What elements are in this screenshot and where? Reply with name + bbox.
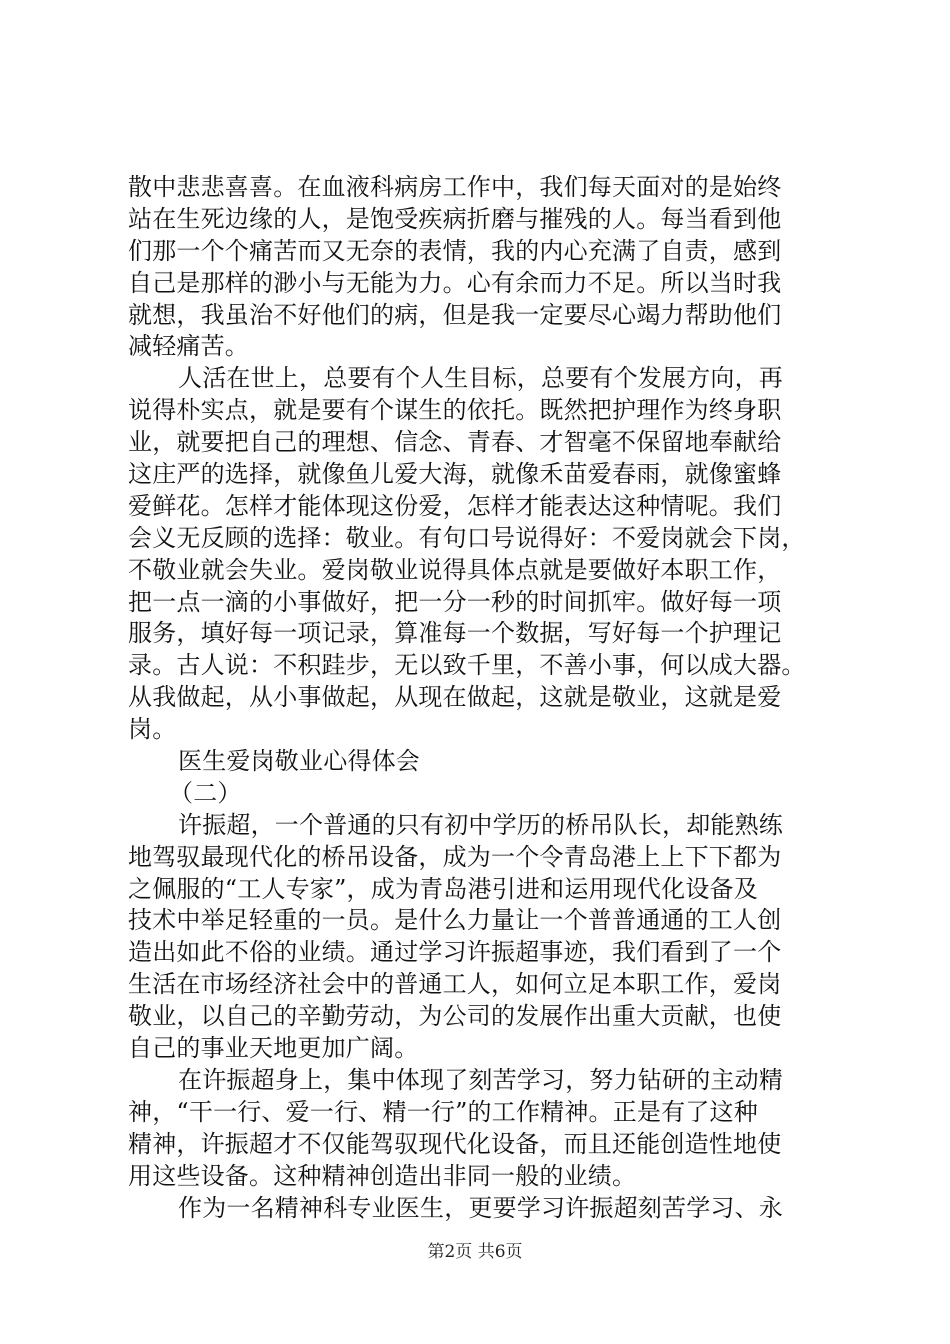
paragraph-line: 敬业，以自己的辛勤劳动，为公司的发展作出重大贡献，也使 [128, 1002, 782, 1031]
paragraph-line: 说得朴实点，就是要有个谋生的依托。既然把护理作为终身职 [128, 396, 782, 425]
paragraph-line: 生活在市场经济社会中的普通工人，如何立足本职工作，爱岗 [128, 970, 782, 999]
paragraph-line: 业，就要把自己的理想、信念、青春、才智毫不保留地奉献给 [128, 428, 782, 457]
paragraph-line: 站在生死边缘的人，是饱受疾病折磨与摧残的人。每当看到他 [128, 204, 782, 233]
paragraph-line: 从我做起，从小事做起，从现在做起，这就是敬业，这就是爱 [128, 683, 782, 712]
paragraph-line: 服务，填好每一项记录，算准每一个数据，写好每一个护理记 [128, 619, 782, 648]
paragraph-line: 不敬业就会失业。爱岗敬业说得具体点就是要做好本职工作， [128, 555, 782, 584]
paragraph-line: 自己是那样的渺小与无能为力。心有余而力不足。所以当时我 [128, 268, 782, 297]
paragraph-line: 们那一个个痛苦而又无奈的表情，我的内心充满了自责，感到 [128, 236, 782, 265]
paragraph-line: 地驾驭最现代化的桥吊设备，成为一个令青岛港上上下下都为 [128, 842, 782, 871]
paragraph-line: 减轻痛苦。 [128, 332, 249, 361]
section-heading: 医生爱岗敬业心得体会 [178, 747, 420, 776]
paragraph-line: 作为一名精神科专业医生，更要学习许振超刻苦学习、永 [178, 1193, 783, 1222]
paragraph-line: 精神，许振超才不仅能驾驭现代化设备，而且还能创造性地使 [128, 1129, 782, 1158]
paragraph-line: 用这些设备。这种精神创造出非同一般的业绩。 [128, 1161, 637, 1190]
paragraph-line: 录。古人说：不积跬步，无以致千里，不善小事，何以成大器。 [128, 651, 806, 680]
paragraph-line: 把一点一滴的小事做好，把一分一秒的时间抓牢。做好每一项 [128, 587, 782, 616]
paragraph-line: 这庄严的选择，就像鱼儿爱大海，就像禾苗爱春雨，就像蜜蜂 [128, 460, 782, 489]
paragraph-line: 在许振超身上，集中体现了刻苦学习，努力钻研的主动精 [178, 1065, 783, 1094]
paragraph-line: 岗。 [128, 715, 177, 744]
document-body [128, 172, 850, 1224]
paragraph-line: 造出如此不俗的业绩。通过学习许振超事迹，我们看到了一个 [128, 938, 782, 967]
paragraph-line: 技术中举足轻重的一员。是什么力量让一个普普通通的工人创 [128, 906, 782, 935]
paragraph-line: 散中悲悲喜喜。在血液科病房工作中，我们每天面对的是始终 [128, 173, 782, 201]
page-number-footer: 第2页 共6页 [427, 1242, 523, 1262]
paragraph-line: 会义无反顾的选择：敬业。有句口号说得好：不爱岗就会下岗， [128, 523, 806, 552]
paragraph-line: 之佩服的“工人专家”，成为青岛港引进和运用现代化设备及 [128, 874, 758, 903]
paragraph-line: 神，“干一行、爱一行、精一行”的工作精神。正是有了这种 [128, 1097, 758, 1126]
paragraph-line: 自己的事业天地更加广阔。 [128, 1034, 419, 1063]
section-subheading: （二） [169, 778, 242, 807]
paragraph-line: 爱鲜花。怎样才能体现这份爱，怎样才能表达这种情呢。我们 [128, 491, 782, 520]
paragraph-line: 许振超，一个普通的只有初中学历的桥吊队长，却能熟练 [178, 810, 783, 839]
paragraph-line: 人活在世上，总要有个人生目标，总要有个发展方向，再 [178, 364, 783, 393]
paragraph-line: 就想，我虽治不好他们的病，但是我一定要尽心竭力帮助他们 [128, 300, 782, 329]
